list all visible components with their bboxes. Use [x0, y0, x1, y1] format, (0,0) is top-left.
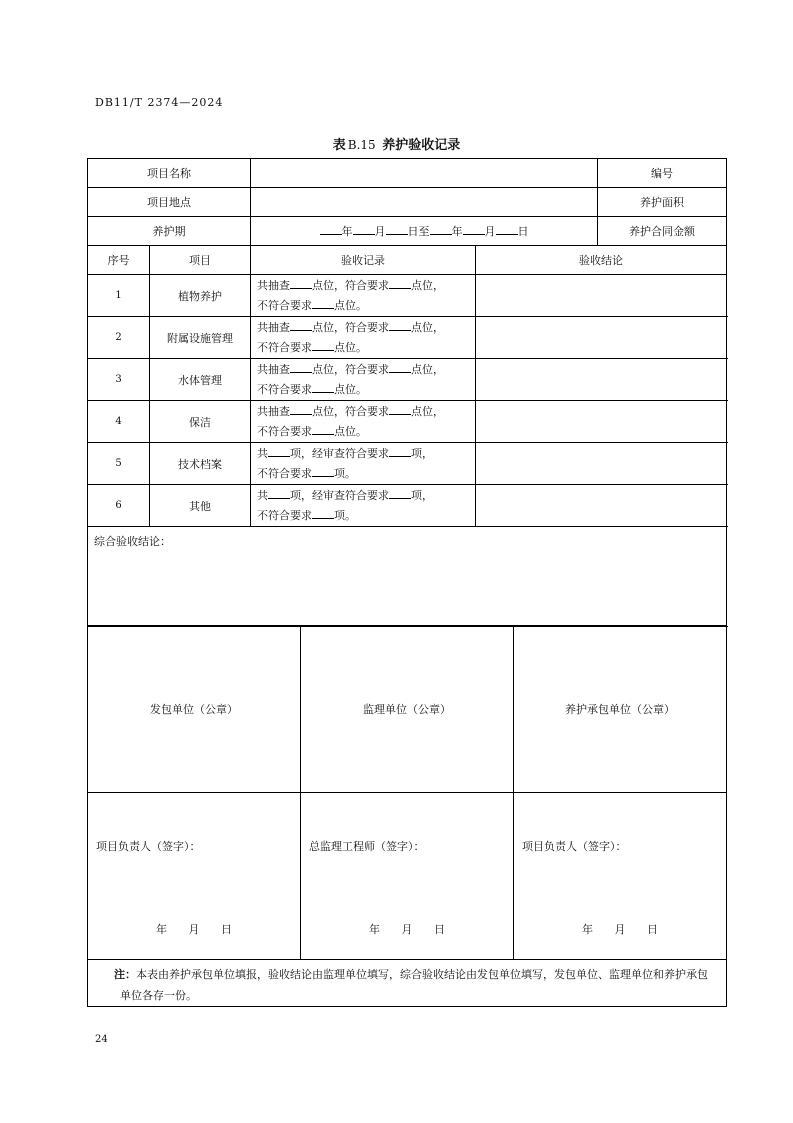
record-text: 项，: [411, 446, 433, 460]
item-conclusion[interactable]: [476, 317, 727, 359]
record-text: 不符合要求: [257, 424, 312, 438]
record-text: 点位，: [411, 278, 444, 292]
document-code: DB11/T 2374—2024: [95, 96, 224, 109]
signer-label: 项目负责人（签字）：: [522, 840, 627, 853]
item-name: 其他: [150, 485, 251, 527]
project-name-row: [88, 159, 727, 188]
summary-row: [88, 527, 727, 627]
record-text: 点位，符合要求: [312, 278, 389, 292]
item-row: [88, 485, 727, 527]
item-seq: 3: [88, 359, 150, 401]
item-name: 保洁: [150, 401, 251, 443]
period-year-2: 年: [451, 225, 463, 238]
blank-line[interactable]: [353, 223, 375, 235]
record-text: 共: [257, 488, 268, 502]
record-text: 点位。: [334, 382, 367, 396]
record-text: 项。: [334, 466, 356, 480]
blank-line[interactable]: [386, 223, 408, 235]
contract-amount-label: 养护合同金额: [598, 217, 727, 246]
date-label: 年 月 日: [582, 923, 658, 936]
record-text: 点位。: [334, 424, 367, 438]
record-text: 共抽查: [257, 404, 290, 418]
maint-area-label: 养护面积: [598, 188, 727, 217]
item-conclusion[interactable]: [476, 485, 727, 527]
period-year: 年: [341, 225, 353, 238]
blank-line[interactable]: [389, 277, 411, 289]
record-text: 不符合要求: [257, 340, 312, 354]
seal-cell-supervisor[interactable]: [301, 626, 514, 793]
item-row: [88, 317, 727, 359]
project-site-field[interactable]: [251, 188, 598, 217]
summary-label: 综合验收结论：: [94, 535, 171, 548]
blank-line[interactable]: [430, 223, 452, 235]
record-text: 项，: [411, 488, 433, 502]
project-site-row: [88, 188, 727, 217]
item-name: 技术档案: [150, 443, 251, 485]
blank-line[interactable]: [389, 445, 411, 457]
serial-no-label: 编号: [598, 159, 727, 188]
sign-cell-contractor[interactable]: [514, 793, 727, 960]
seal-cell-contractor[interactable]: [514, 626, 727, 793]
signature-row: [88, 793, 727, 960]
blank-line[interactable]: [268, 445, 290, 457]
item-row: [88, 275, 727, 317]
note-cell: [88, 960, 727, 1007]
period-day-to: 日至: [407, 225, 430, 238]
item-name: 附属设施管理: [150, 317, 251, 359]
record-text: 不符合要求: [257, 508, 312, 522]
blank-line[interactable]: [312, 423, 334, 435]
record-text: 不符合要求: [257, 382, 312, 396]
col-seq: 序号: [88, 246, 150, 275]
record-text: 点位，符合要求: [312, 362, 389, 376]
table-title: [0, 134, 793, 153]
seal-cell-employer[interactable]: [88, 626, 301, 793]
blank-line[interactable]: [389, 403, 411, 415]
record-text: 点位，符合要求: [312, 404, 389, 418]
item-conclusion[interactable]: [476, 359, 727, 401]
item-name: 水体管理: [150, 359, 251, 401]
blank-line[interactable]: [320, 223, 342, 235]
project-name-label: 项目名称: [88, 159, 251, 188]
signer-label: 项目负责人（签字）：: [96, 840, 201, 853]
period-day: 日: [517, 225, 529, 238]
item-record[interactable]: [251, 485, 476, 527]
item-record[interactable]: [251, 317, 476, 359]
project-site-label: 项目地点: [88, 188, 251, 217]
item-seq: 2: [88, 317, 150, 359]
title-name: 养护验收记录: [382, 138, 461, 153]
blank-line[interactable]: [312, 381, 334, 393]
record-text: 点位。: [334, 298, 367, 312]
blank-line[interactable]: [312, 297, 334, 309]
record-text: 不符合要求: [257, 298, 312, 312]
note-label: 注：: [114, 968, 136, 981]
record-text: 不符合要求: [257, 466, 312, 480]
seal-label: 养护承包单位（公章）: [565, 703, 675, 716]
blank-line[interactable]: [268, 487, 290, 499]
item-record[interactable]: [251, 275, 476, 317]
record-text: 点位，符合要求: [312, 320, 389, 334]
note-row: [88, 960, 727, 1007]
blank-line[interactable]: [290, 277, 312, 289]
period-month-2: 月: [484, 225, 496, 238]
blank-line[interactable]: [312, 507, 334, 519]
maint-period-field[interactable]: [251, 217, 598, 246]
blank-line[interactable]: [463, 223, 485, 235]
blank-line[interactable]: [389, 487, 411, 499]
record-text: 项。: [334, 508, 356, 522]
sign-cell-employer[interactable]: [88, 793, 301, 960]
period-month: 月: [374, 225, 386, 238]
item-seq: 5: [88, 443, 150, 485]
item-conclusion[interactable]: [476, 275, 727, 317]
item-row: [88, 401, 727, 443]
record-text: 共抽查: [257, 278, 290, 292]
seal-row: [88, 626, 727, 793]
item-conclusion[interactable]: [476, 401, 727, 443]
record-text: 点位，: [411, 404, 444, 418]
blank-line[interactable]: [496, 223, 518, 235]
page-number: 24: [95, 1034, 108, 1045]
record-text: 项，经审查符合要求: [290, 446, 389, 460]
record-text: 点位，: [411, 320, 444, 334]
record-text: 共: [257, 446, 268, 460]
summary-cell[interactable]: [88, 527, 727, 627]
blank-line[interactable]: [290, 361, 312, 373]
seal-label: 发包单位（公章）: [150, 703, 238, 716]
item-seq: 6: [88, 485, 150, 527]
item-seq: 1: [88, 275, 150, 317]
sign-cell-supervisor[interactable]: [301, 793, 514, 960]
blank-line[interactable]: [312, 465, 334, 477]
item-row: [88, 443, 727, 485]
maint-period-row: [88, 217, 727, 246]
project-name-field[interactable]: [251, 159, 598, 188]
record-text: 共抽查: [257, 362, 290, 376]
record-text: 共抽查: [257, 320, 290, 334]
item-record[interactable]: [251, 401, 476, 443]
item-row: [88, 359, 727, 401]
col-item: 项目: [150, 246, 251, 275]
column-header-row: [88, 246, 727, 275]
blank-line[interactable]: [290, 403, 312, 415]
blank-line[interactable]: [290, 319, 312, 331]
record-text: 项，经审查符合要求: [290, 488, 389, 502]
record-text: 点位。: [334, 340, 367, 354]
seal-label: 监理单位（公章）: [363, 703, 451, 716]
signature-table: [87, 625, 727, 1007]
blank-line[interactable]: [389, 361, 411, 373]
item-record[interactable]: [251, 443, 476, 485]
maint-period-label: 养护期: [88, 217, 251, 246]
blank-line[interactable]: [389, 319, 411, 331]
item-seq: 4: [88, 401, 150, 443]
item-conclusion[interactable]: [476, 443, 727, 485]
blank-line[interactable]: [312, 339, 334, 351]
signer-label: 总监理工程师（签字）：: [309, 840, 425, 853]
record-text: 点位，: [411, 362, 444, 376]
note-text: 本表由养护承包单位填报，验收结论由监理单位填写，综合验收结论由发包单位填写，发包单位、监理单位和养护承包单位各存一份。: [120, 968, 708, 1002]
acceptance-record-table: [87, 158, 727, 627]
item-name: 植物养护: [150, 275, 251, 317]
date-label: 年 月 日: [156, 923, 232, 936]
item-record[interactable]: [251, 359, 476, 401]
date-label: 年 月 日: [369, 923, 445, 936]
col-record: 验收记录: [251, 246, 476, 275]
title-number: B.15: [347, 138, 376, 152]
title-prefix: 表: [332, 138, 346, 153]
col-conclusion: 验收结论: [476, 246, 727, 275]
